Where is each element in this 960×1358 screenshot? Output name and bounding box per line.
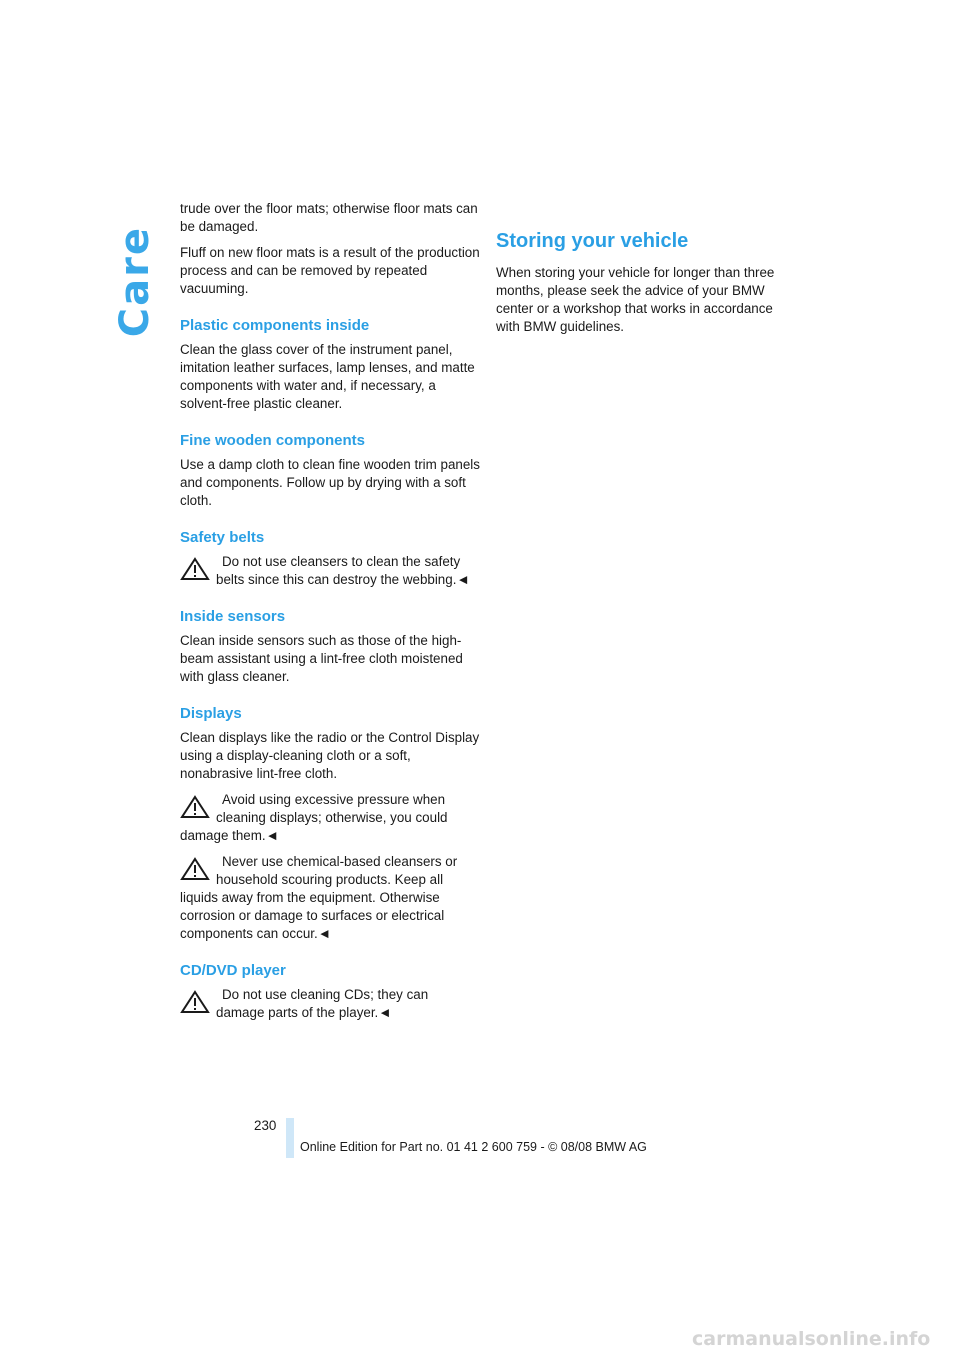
sensors-text: Clean inside sensors such as those of the high-beam assistant using a lint-free cloth moistened with glass cleaner. [180,633,463,684]
end-mark: ◄ [317,926,331,941]
warning-belts [180,553,480,589]
heading-inside-sensors: Inside sensors [180,608,286,625]
warning-belts-text: Do not use cleansers to clean the safety belts since this can destroy the webbing. [216,554,461,587]
warning-triangle-icon [180,557,210,581]
end-mark: ◄ [456,572,470,587]
end-mark: ◄ [265,828,279,843]
warning-triangle-icon [180,990,210,1014]
heading-safety-belts: Safety belts [180,529,265,546]
warning-displays-1 [180,791,480,845]
heading-cd-dvd: CD/DVD player [180,962,286,979]
warning-cd [180,986,480,1022]
plastic-text: Clean the glass cover of the instrument panel, imitation leather surfaces, lamp lenses, and matte components with water and, if necessary, a solvent-free plastic cleaner. [180,342,475,411]
end-mark: ◄ [378,1005,392,1020]
watermark: carmanualsonline.info [692,1328,931,1350]
warning-triangle-icon [180,795,210,819]
wood-text: Use a damp cloth to clean fine wooden trim panels and components. Follow up by drying with a soft cloth. [180,457,480,508]
warning-displays-2-text: Never use chemical-based cleansers or household scouring products. Keep all liquids away from the equipment. Otherwise corrosion or damage to surfaces or electrical components can occur. [180,854,458,941]
heading-plastic: Plastic components inside [180,317,370,334]
warning-displays-2 [180,853,480,943]
page-number: 230 [254,1118,277,1133]
heading-storing: Storing your vehicle [496,230,689,252]
intro-paragraph-2: Fluff on new floor mats is a result of the production process and can be removed by repeated vacuuming. [180,245,480,296]
footer-bar [286,1118,294,1158]
heading-displays: Displays [180,705,242,722]
warning-triangle-icon [180,857,210,881]
storing-text: When storing your vehicle for longer than three months, please seek the advice of your BMW center or a workshop that works in accordance with BMW guidelines. [496,265,775,334]
intro-paragraph-1: trude over the floor mats; otherwise floor mats can be damaged. [180,201,478,234]
heading-wood: Fine wooden components [180,432,366,449]
left-column [180,200,480,1030]
warning-displays-1-text: Avoid using excessive pressure when cleaning displays; otherwise, you could damage them. [180,792,448,843]
footer-edition: Online Edition for Part no. 01 41 2 600 759 - © 08/08 BMW AG [300,1140,647,1154]
warning-cd-text: Do not use cleaning CDs; they can damage parts of the player. [216,987,429,1020]
section-tab: Care [112,226,158,338]
right-column [496,200,796,344]
displays-text: Clean displays like the radio or the Control Display using a display-cleaning cloth or a soft, nonabrasive lint-free cloth. [180,730,480,781]
